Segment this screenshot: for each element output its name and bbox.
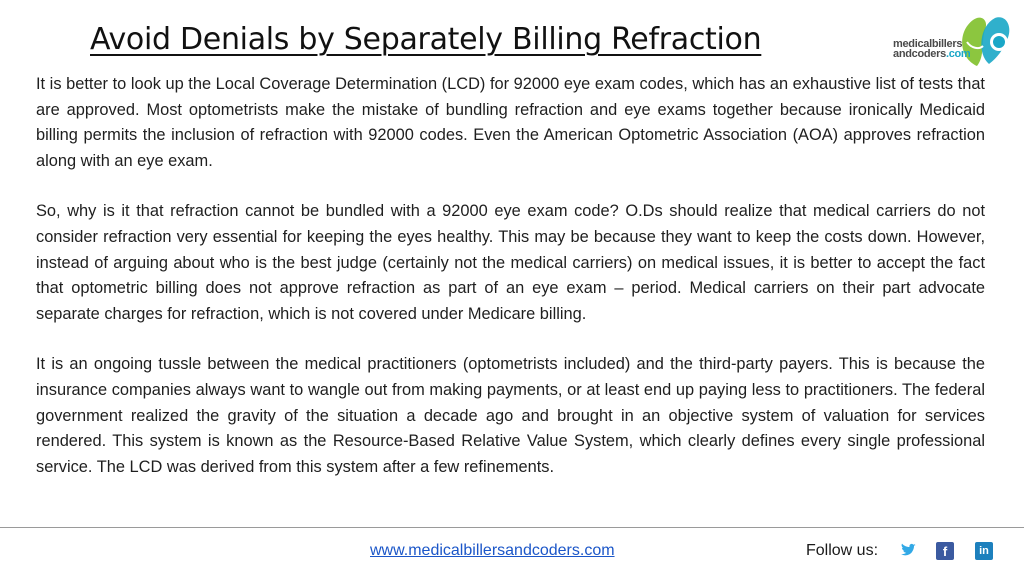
follow-us-label: Follow us:: [806, 542, 879, 559]
logo-line-2-text: andcoders: [893, 48, 946, 60]
logo-line-2: [893, 49, 970, 59]
body-paragraph-3: It is an ongoing tussle between the medical practitioners (optometrists included) and the third-party payers. This is because the insurance companies always want to wangle out from making payments, or at least end up paying less to practitioners. The federal government realized the gravity of the situation a decade ago and brought in an objective system of valuation for services rendered. This system is known as the Resource-Based Relative Value System, which clearly defines every single professional service. The LCD was derived from this system after a few refinements.: [36, 355, 985, 476]
slide-body: [36, 72, 985, 480]
linkedin-icon[interactable]: [975, 542, 993, 560]
twitter-icon[interactable]: [899, 542, 917, 560]
body-paragraph-1: It is better to look up the Local Coverage Determination (LCD) for 92000 eye exam codes, which has an exhaustive list of tests that are approved. Most optometrists make the mistake of bundling refraction and eye exams together because ironically Medicaid billing permits the inclusion of refraction with 92000 codes. Even the American Optometric Association (AOA) approves refraction along with an eye exam.: [36, 75, 985, 170]
logo-line-1: medicalbillers: [893, 38, 963, 50]
facebook-icon[interactable]: [936, 542, 954, 560]
slide-title: Avoid Denials by Separately Billing Refraction: [90, 22, 762, 57]
footer-divider: [0, 527, 1024, 528]
logo-suffix: .com: [945, 48, 971, 60]
logo-wordmark: [893, 39, 970, 59]
website-link[interactable]: www.medicalbillersandcoders.com: [370, 542, 615, 559]
linkedin-glyph: in: [979, 545, 989, 557]
body-paragraph-2: So, why is it that refraction cannot be bundled with a 92000 eye exam code? O.Ds should realize that medical carriers do not consider refraction very essential for keeping the eyes healthy. This may be because they want to keep the costs down. However, instead of arguing about who is the best judge (certainly not the medical carriers) on medical issues, it is better to accept the fact that optometric billing does not approve refraction as part of an eye exam – period. Medical carriers on their part advocate separate charges for refraction, which is not covered under Medicare billing.: [36, 202, 985, 323]
company-logo: [893, 12, 1015, 72]
facebook-glyph: f: [942, 544, 948, 559]
